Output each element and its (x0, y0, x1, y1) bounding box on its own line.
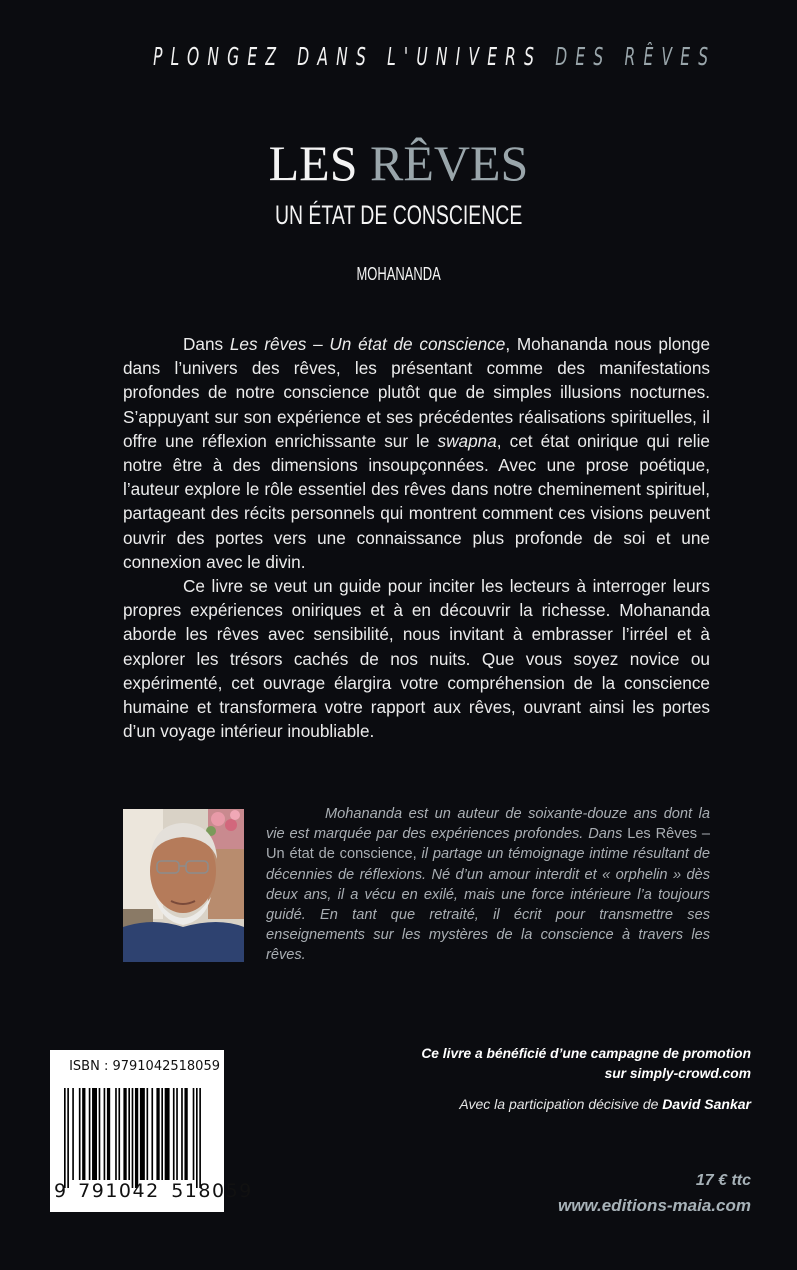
barcode-bar (151, 1088, 153, 1180)
barcode-bar (140, 1088, 145, 1180)
barcode-bar (92, 1088, 97, 1180)
synopsis-paragraph-1 (123, 332, 710, 574)
publisher-website: www.editions-maia.com (557, 1196, 751, 1215)
synopsis-term-swapna: swapna (437, 430, 497, 451)
isbn-label: ISBN : 9791042518059 (69, 1059, 220, 1074)
price: 17 € ttc (695, 1172, 751, 1189)
tagline-main: PLONGEZ DANS L'UNIVERS (153, 42, 543, 71)
barcode-bar (104, 1088, 106, 1180)
barcode-bar (128, 1088, 130, 1180)
barcode-bar (67, 1088, 69, 1188)
book-title-main: LES (268, 135, 358, 191)
barcode-bar (79, 1088, 81, 1180)
author-bio-book-title: Les Rêves – Un état de conscience, (266, 826, 710, 863)
author-portrait-image (123, 809, 244, 962)
barcode-bar (82, 1088, 85, 1180)
participation-name: David Sankar (662, 1096, 751, 1112)
author-bio-text: Mohananda est un auteur de soixante-douze ans dont la vie est marquée par des expériences profondes. Dans (266, 806, 710, 843)
barcode-bar (115, 1088, 117, 1180)
synopsis-paragraph-2: Ce livre se veut un guide pour inciter les lecteurs à interroger leurs propres expériences oniriques et à en découvrir la richesse. Mohananda aborde les rêves avec sensibilité, nous invitant à embrasser l’irréel et à explorer les trésors cachés de nos nuits. Que vous soyez novice ou expérimenté, cet ouvrage élargira votre compréhension de la conscience humaine et transformera votre rapport aux rêves, ouvrant ainsi les portes d’un voyage intérieur inoubliable. (123, 576, 710, 742)
tagline-accent: DES RÊVES (555, 42, 717, 71)
book-subtitle: UN ÉTAT DE CONSCIENCE (274, 200, 523, 230)
tagline (153, 42, 717, 71)
barcode-bar (123, 1088, 126, 1180)
isbn-barcode (50, 1050, 253, 1212)
barcode-bar (99, 1088, 101, 1180)
barcode-bar (72, 1088, 74, 1180)
author-name: MOHANANDA (356, 264, 441, 284)
isbn-digits (54, 1180, 253, 1202)
synopsis-text: , Mohananda nous plonge dans l’univers des rêves, les présentant comme des manifestations profondes de notre conscience plutôt que de simples illusions nocturnes. S’appuyant sur son expérience et ses précédentes réalisations spirituelles, il offre une réflexion enrichissante sur le (123, 334, 710, 451)
barcode-bar (135, 1088, 138, 1188)
promotion-line-1: Ce livre a bénéficié d’une campagne de promotion (421, 1046, 751, 1061)
synopsis (123, 332, 710, 743)
author-bio (266, 804, 710, 966)
book-title-accent: RÊVES (370, 135, 529, 191)
barcode-bar (118, 1088, 120, 1180)
barcode-bar (176, 1088, 178, 1180)
barcode-bars (64, 1088, 214, 1188)
barcode-bar (193, 1088, 195, 1180)
barcode-bar (107, 1088, 110, 1180)
book-title (0, 134, 797, 192)
author-photo (123, 809, 244, 962)
author-bio-text-rest: il partage un témoignage intime résultant de décennies de réflexions. Né d’un amour interdit et « orphelin » dès deux ans, il a vécu en exilé, mais une force intérieure l’a toujours guidé. En tant que retraité, il écrit pour transmettre ses enseignements sur les mystères de la conscience à travers les rêves. (266, 846, 711, 964)
barcode-bar (64, 1088, 66, 1188)
isbn-digit-group-1: 791042 (78, 1180, 160, 1202)
isbn-digit-first: 9 (54, 1180, 68, 1202)
promotion-line-2: sur simply-crowd.com (604, 1066, 751, 1081)
synopsis-text-rest: , cet état onirique qui relie notre être à des dimensions insoupçonnées. Avec une prose poétique, l’auteur explore le rôle essentiel des rêves dans notre cheminement spirituel, partageant des récits personnels qui montrent comment ces visions peuvent ouvrir des portes vers une connaissance plus profonde de soi et une connexion avec le divin. (123, 430, 710, 572)
participation-credit (351, 1096, 751, 1112)
barcode-bar (199, 1088, 201, 1188)
barcode-bar (196, 1088, 198, 1188)
barcode-bar (181, 1088, 183, 1180)
barcode-bar (184, 1088, 187, 1180)
isbn-digit-group-2: 518059 (171, 1180, 253, 1202)
barcode-bar (147, 1088, 149, 1180)
synopsis-lead: Dans (183, 334, 230, 354)
barcode-bar (161, 1088, 163, 1180)
barcode-bar (89, 1088, 91, 1180)
promotion-notice (371, 1044, 751, 1084)
barcode-bar (132, 1088, 134, 1188)
barcode-bar (173, 1088, 175, 1180)
barcode-bar (165, 1088, 170, 1180)
synopsis-book-title: Les rêves – Un état de conscience (229, 334, 506, 354)
participation-prefix: Avec la participation décisive de (459, 1096, 663, 1112)
barcode-bar (156, 1088, 159, 1180)
